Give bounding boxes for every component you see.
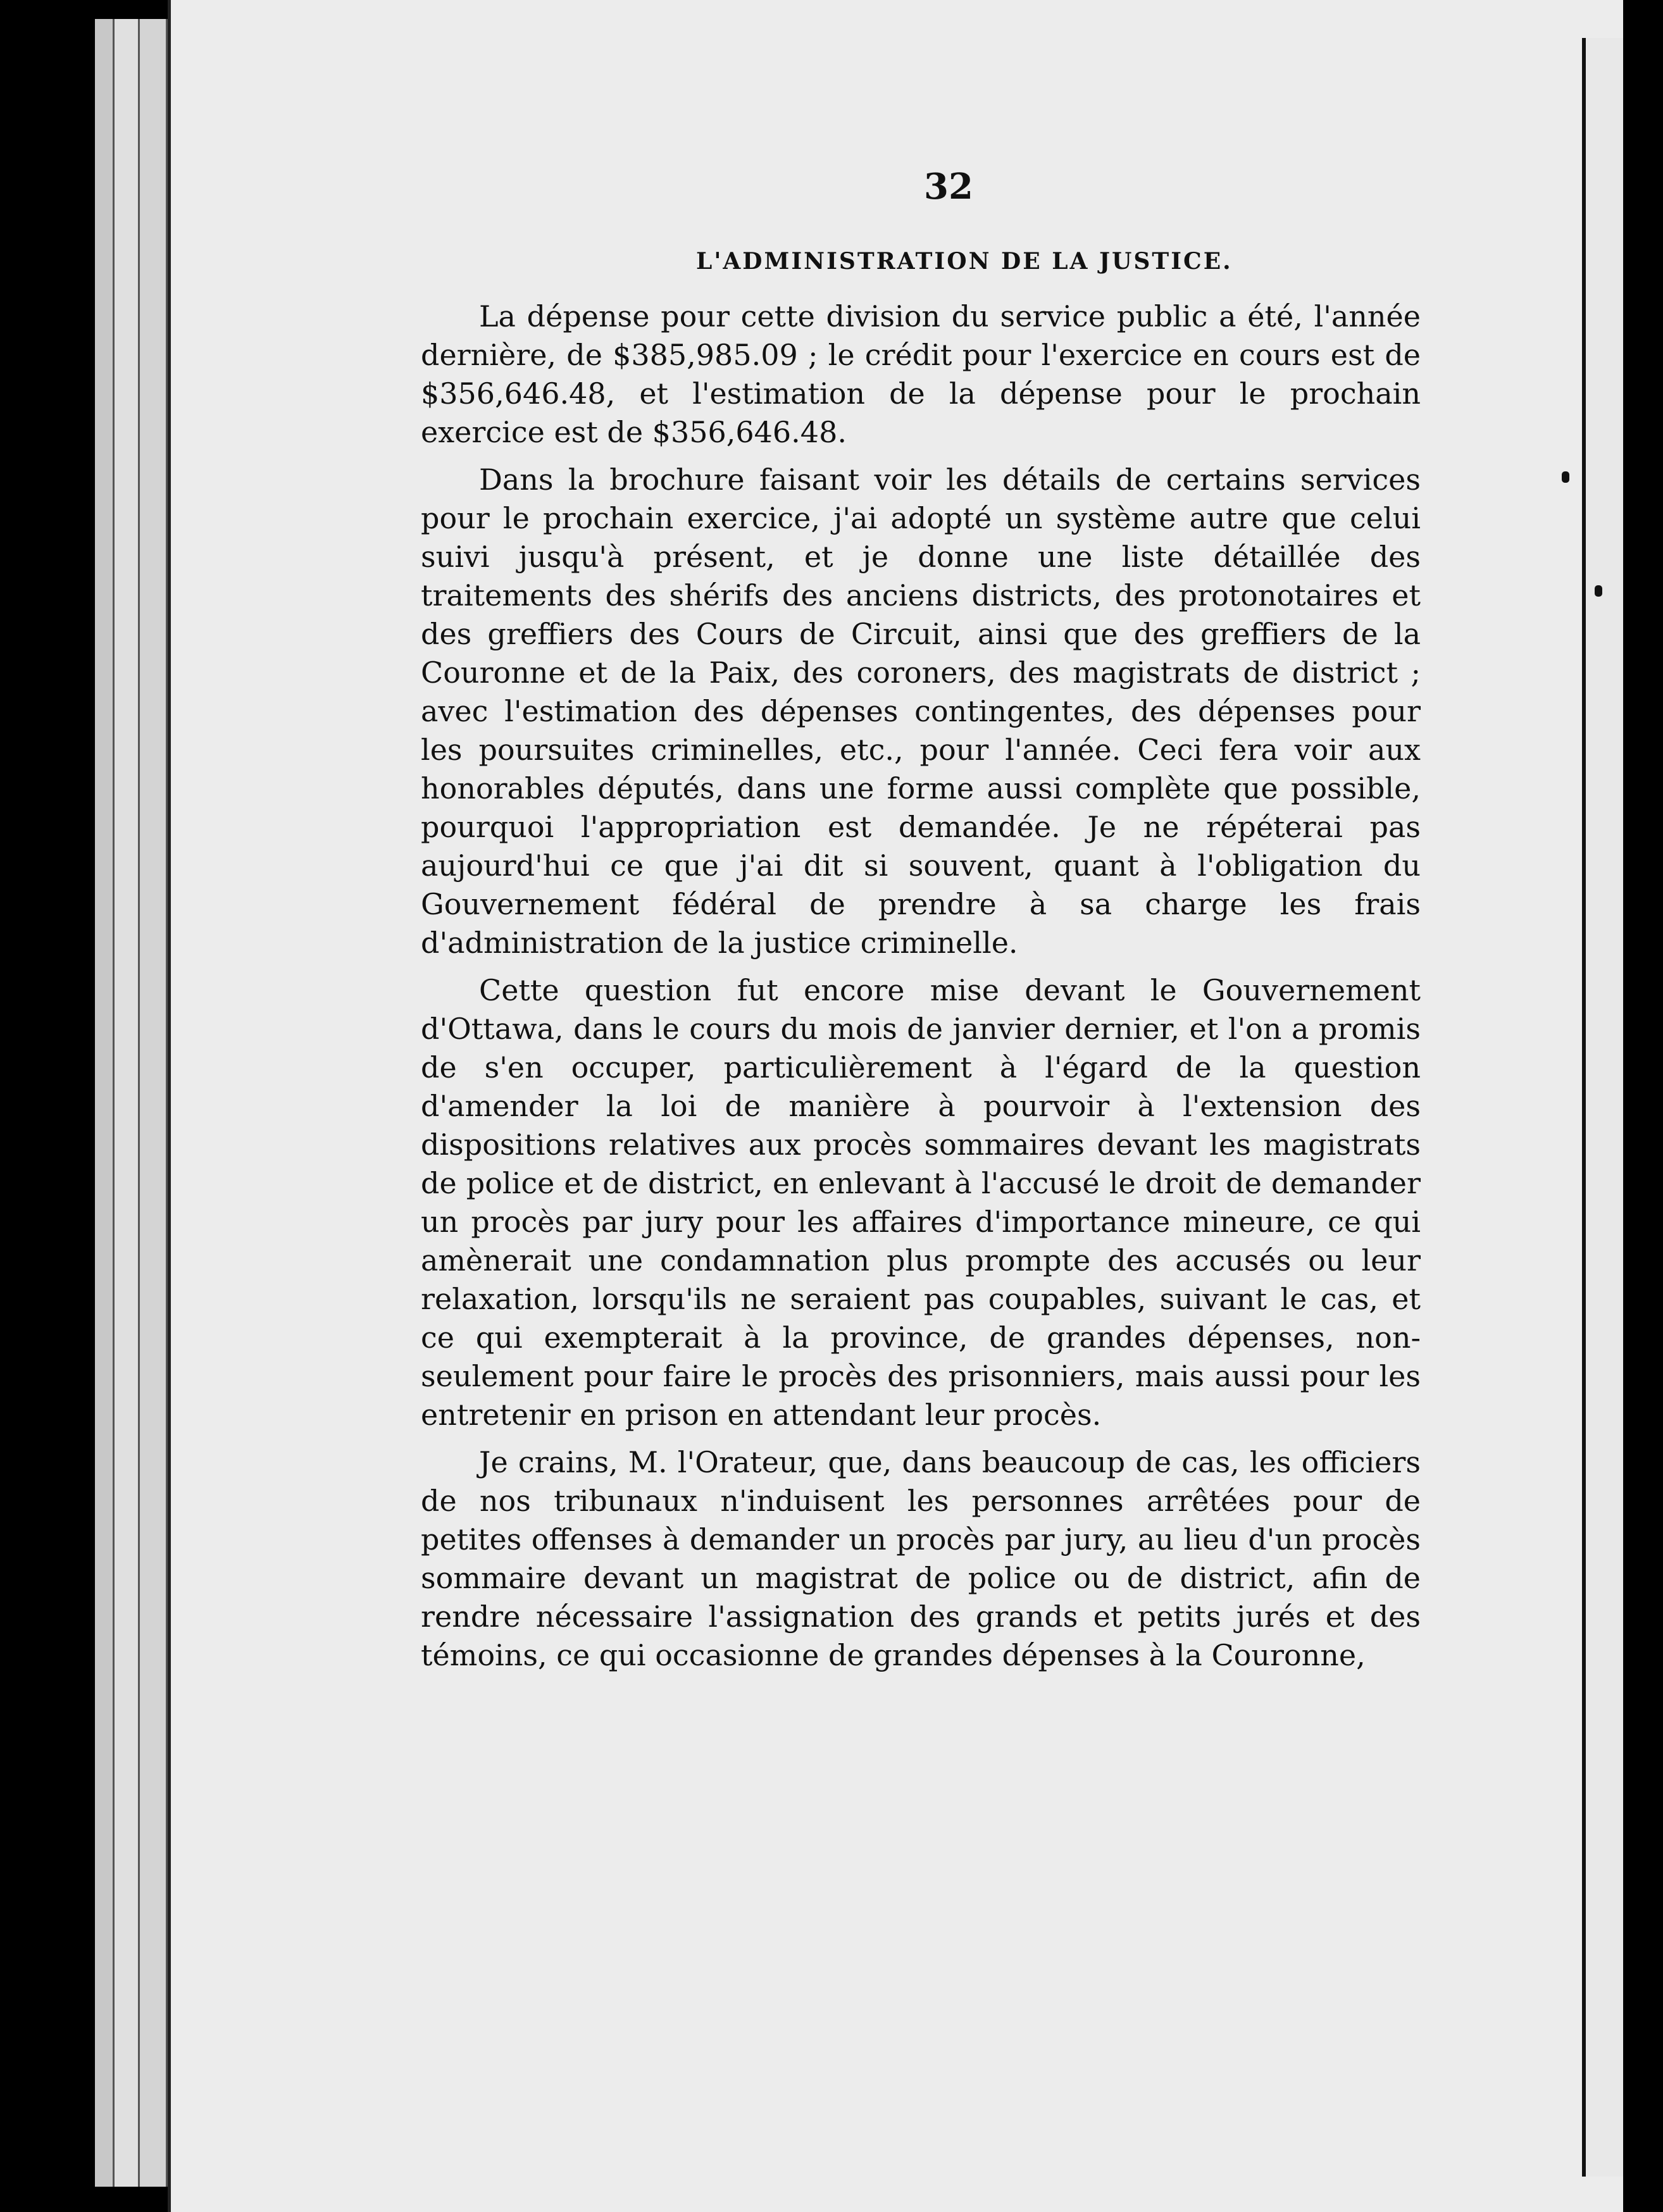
facing-page-edge bbox=[1582, 38, 1624, 2177]
book-edge-line bbox=[113, 19, 115, 2187]
margin-mark bbox=[1595, 585, 1602, 597]
section-title: L'ADMINISTRATION DE LA JUSTICE. bbox=[696, 248, 1233, 275]
paragraph: La dépense pour cette division du service public a été, l'année dernière, de $385,985.09 ; le crédit pour l'exercice en cours est de $356,646.48, et l'estimation de la dépense pour le prochain exercice est de $356,646.48. bbox=[421, 299, 1421, 449]
page-number: 32 bbox=[924, 166, 973, 208]
paragraph: Dans la brochure faisant voir les détails de certains services pour le prochain exercice, j'ai adopté un système autre que celui suivi jusqu'à présent, et je donne une liste détaillée des traitements des shérifs des anciens districts, des protonotaires et des greffiers des Cours de Circuit, ainsi que des greffiers de la Couronne et de la Paix, des coroners, des magistrats de district ; avec l'estimation des dépenses contingentes, des dépenses pour les poursuites criminelles, etc., pour l'année. Ceci fera voir aux honorables députés, dans une forme aussi complète que possible, pourquoi l'appropriation est demandée. Je ne répéterai pas aujourd'hui ce que j'ai dit si souvent, quant à l'obligation du Gouvernement fédéral de prendre à sa charge les frais d'administration de la justice criminelle. bbox=[421, 463, 1421, 960]
paragraph: Cette question fut encore mise devant le Gouvernement d'Ottawa, dans le cours du mois de janvier dernier, et l'on a promis de s'en occuper, particulièrement à l'égard de la question d'amender la loi de manière à pourvoir à l'extension des dispositions relatives aux procès sommaires devant les magistrats de police et de district, en enlevant à l'accusé le droit de demander un procès par jury pour les affaires d'importance mineure, ce qui amènerait une condamnation plus prompte des accusés ou leur relaxation, lorsqu'ils ne seraient pas coupables, suivant le cas, et ce qui exempterait à la province, de grandes dépenses, non-seulement pour faire le procès des prisonniers, mais aussi pour les entretenir en prison en attendant leur procès. bbox=[421, 973, 1421, 1432]
book-edge-strip bbox=[114, 19, 139, 2187]
book-edge-line bbox=[138, 19, 140, 2187]
scan-border bbox=[1623, 0, 1663, 2212]
book-edge-strip bbox=[95, 19, 114, 2187]
body-text bbox=[421, 297, 1421, 1684]
book-edge-strip bbox=[139, 19, 168, 2187]
margin-mark bbox=[1562, 471, 1569, 483]
paragraph: Je crains, M. l'Orateur, que, dans beaucoup de cas, les officiers de nos tribunaux n'induisent les personnes arrêtées pour de petites offenses à demander un procès par jury, au lieu d'un procès sommaire devant un magistrat de police ou de district, afin de rendre nécessaire l'assignation des grands et petits jurés et des témoins, ce qui occasionne de grandes dépenses à la Couronne, bbox=[421, 1445, 1421, 1672]
